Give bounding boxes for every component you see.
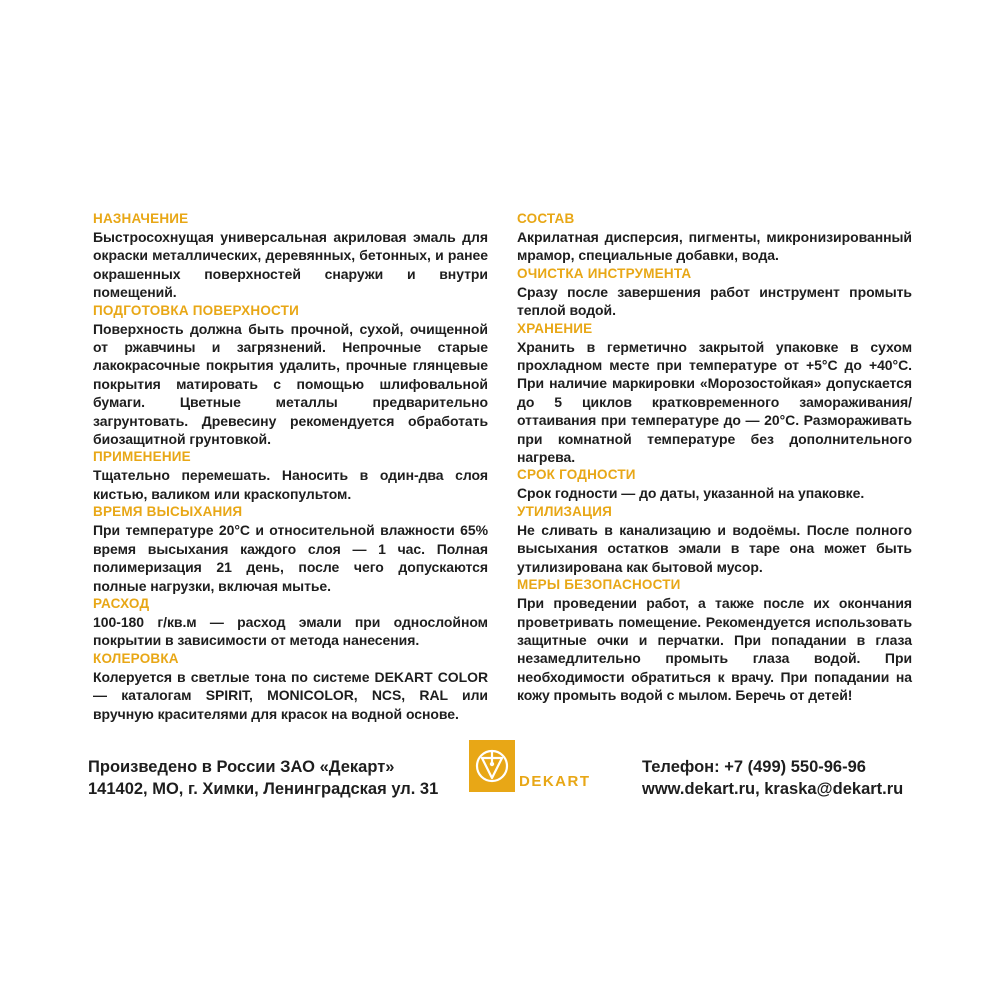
section-heading: ПРИМЕНЕНИЕ <box>93 449 191 465</box>
section-text: Быстросохнущая универсальная акриловая эмаль для окраски металлических, деревянных, бетонных, и ранее окрашенных поверхностей снаружи и внутри помещений. <box>93 229 488 301</box>
manufacturer-info <box>88 756 448 800</box>
left-column <box>93 210 488 723</box>
section-composition <box>517 210 912 265</box>
section-application <box>93 448 488 503</box>
section-text: Поверхность должна быть прочной, сухой, очищенной от ржавчины и загрязнений. Непрочные старые лакокрасочные покрытия удалить, прочные глянцевые покрытия матировать с помощью шлифовальной бумаги. Цветные металлы предварительно загрунтовать. Древесину рекомендуется обработать биозащитной грунтовкой. <box>93 320 488 448</box>
dekart-logo-icon <box>469 740 515 792</box>
section-drying-time <box>93 503 488 595</box>
section-purpose <box>93 210 488 302</box>
section-text: Тщательно перемешать. Наносить в один-два слоя кистью, валиком или краскопультом. <box>93 467 488 502</box>
phone-number: Телефон: +7 (499) 550-96-96 <box>642 758 866 776</box>
section-text: 100-180 г/кв.м — расход эмали при однослойном покрытии в зависимости от метода нанесения. <box>93 613 488 649</box>
section-heading: ПОДГОТОВКА ПОВЕРХНОСТИ <box>93 302 299 318</box>
section-safety <box>517 576 912 704</box>
section-text: Хранить в герметично закрытой упаковке в сухом прохладном месте при температуре от +5°C до +40°C. При наличие маркировки «Морозостойкая» допускается до 5 циклов кратковременного замораживания/оттаивания при температуре до — 20°C. Размораживать при комнатной температуре без дополнительного нагрева. <box>517 338 912 466</box>
section-shelf-life <box>517 466 912 502</box>
section-heading: УТИЛИЗАЦИЯ <box>517 503 612 519</box>
section-heading: НАЗНАЧЕНИЕ <box>93 211 189 226</box>
section-heading: СРОК ГОДНОСТИ <box>517 467 636 483</box>
section-heading: КОЛЕРОВКА <box>93 650 179 666</box>
section-text: Не сливать в канализацию и водоёмы. После полного высыхания остатков эмали в таре она может быть утилизирована как бытовой мусор. <box>517 521 912 575</box>
section-text: Сразу после завершения работ инструмент промыть теплой водой. <box>517 283 912 319</box>
section-heading: МЕРЫ БЕЗОПАСНОСТИ <box>517 577 681 593</box>
section-text: Срок годности — до даты, указанной на упаковке. <box>517 485 865 502</box>
section-heading: РАСХОД <box>93 595 150 611</box>
section-text: При проведении работ, а также после их окончания проветривать помещение. Рекомендуется использовать защитные очки и перчатки. При попадании в глаза незамедлительно промыть глаза водой. При необходимости обратиться к врачу. При попадании на кожу промыть водой с мылом. Беречь от детей! <box>517 595 912 704</box>
logo-wordmark: DEKART <box>519 773 591 790</box>
right-column <box>517 210 912 705</box>
section-tinting <box>93 650 488 723</box>
section-surface-prep <box>93 302 488 449</box>
section-text: Акрилатная дисперсия, пигменты, микронизированный мрамор, специальные добавки, вода. <box>517 229 912 264</box>
section-heading: СОСТАВ <box>517 211 575 226</box>
website-email: www.dekart.ru, kraska@dekart.ru <box>642 780 904 798</box>
section-text: При температуре 20°C и относительной влажности 65% время высыхания каждого слоя — 1 час. Полная полимеризация 21 день, после чего допускаются полные нагрузки, включая мытье. <box>93 522 488 594</box>
manufacturer-name: Произведено в России ЗАО «Декарт» <box>88 758 395 776</box>
section-storage <box>517 320 912 467</box>
section-heading: ВРЕМЯ ВЫСЫХАНИЯ <box>93 504 243 520</box>
dekart-logo <box>469 740 614 796</box>
section-heading: ХРАНЕНИЕ <box>517 320 593 336</box>
contact-info <box>642 756 912 800</box>
section-text: Колеруется в светлые тона по системе DEKART COLOR — каталогам SPIRIT, MONICOLOR, NCS, RAL или вручную красителями для красок на водной основе. <box>93 668 488 722</box>
section-tool-cleaning <box>517 265 912 320</box>
section-disposal <box>517 503 912 576</box>
section-heading: ОЧИСТКА ИНСТРУМЕНТА <box>517 265 692 281</box>
manufacturer-address: 141402, МО, г. Химки, Ленинградская ул. 31 <box>88 780 439 798</box>
section-consumption <box>93 595 488 650</box>
